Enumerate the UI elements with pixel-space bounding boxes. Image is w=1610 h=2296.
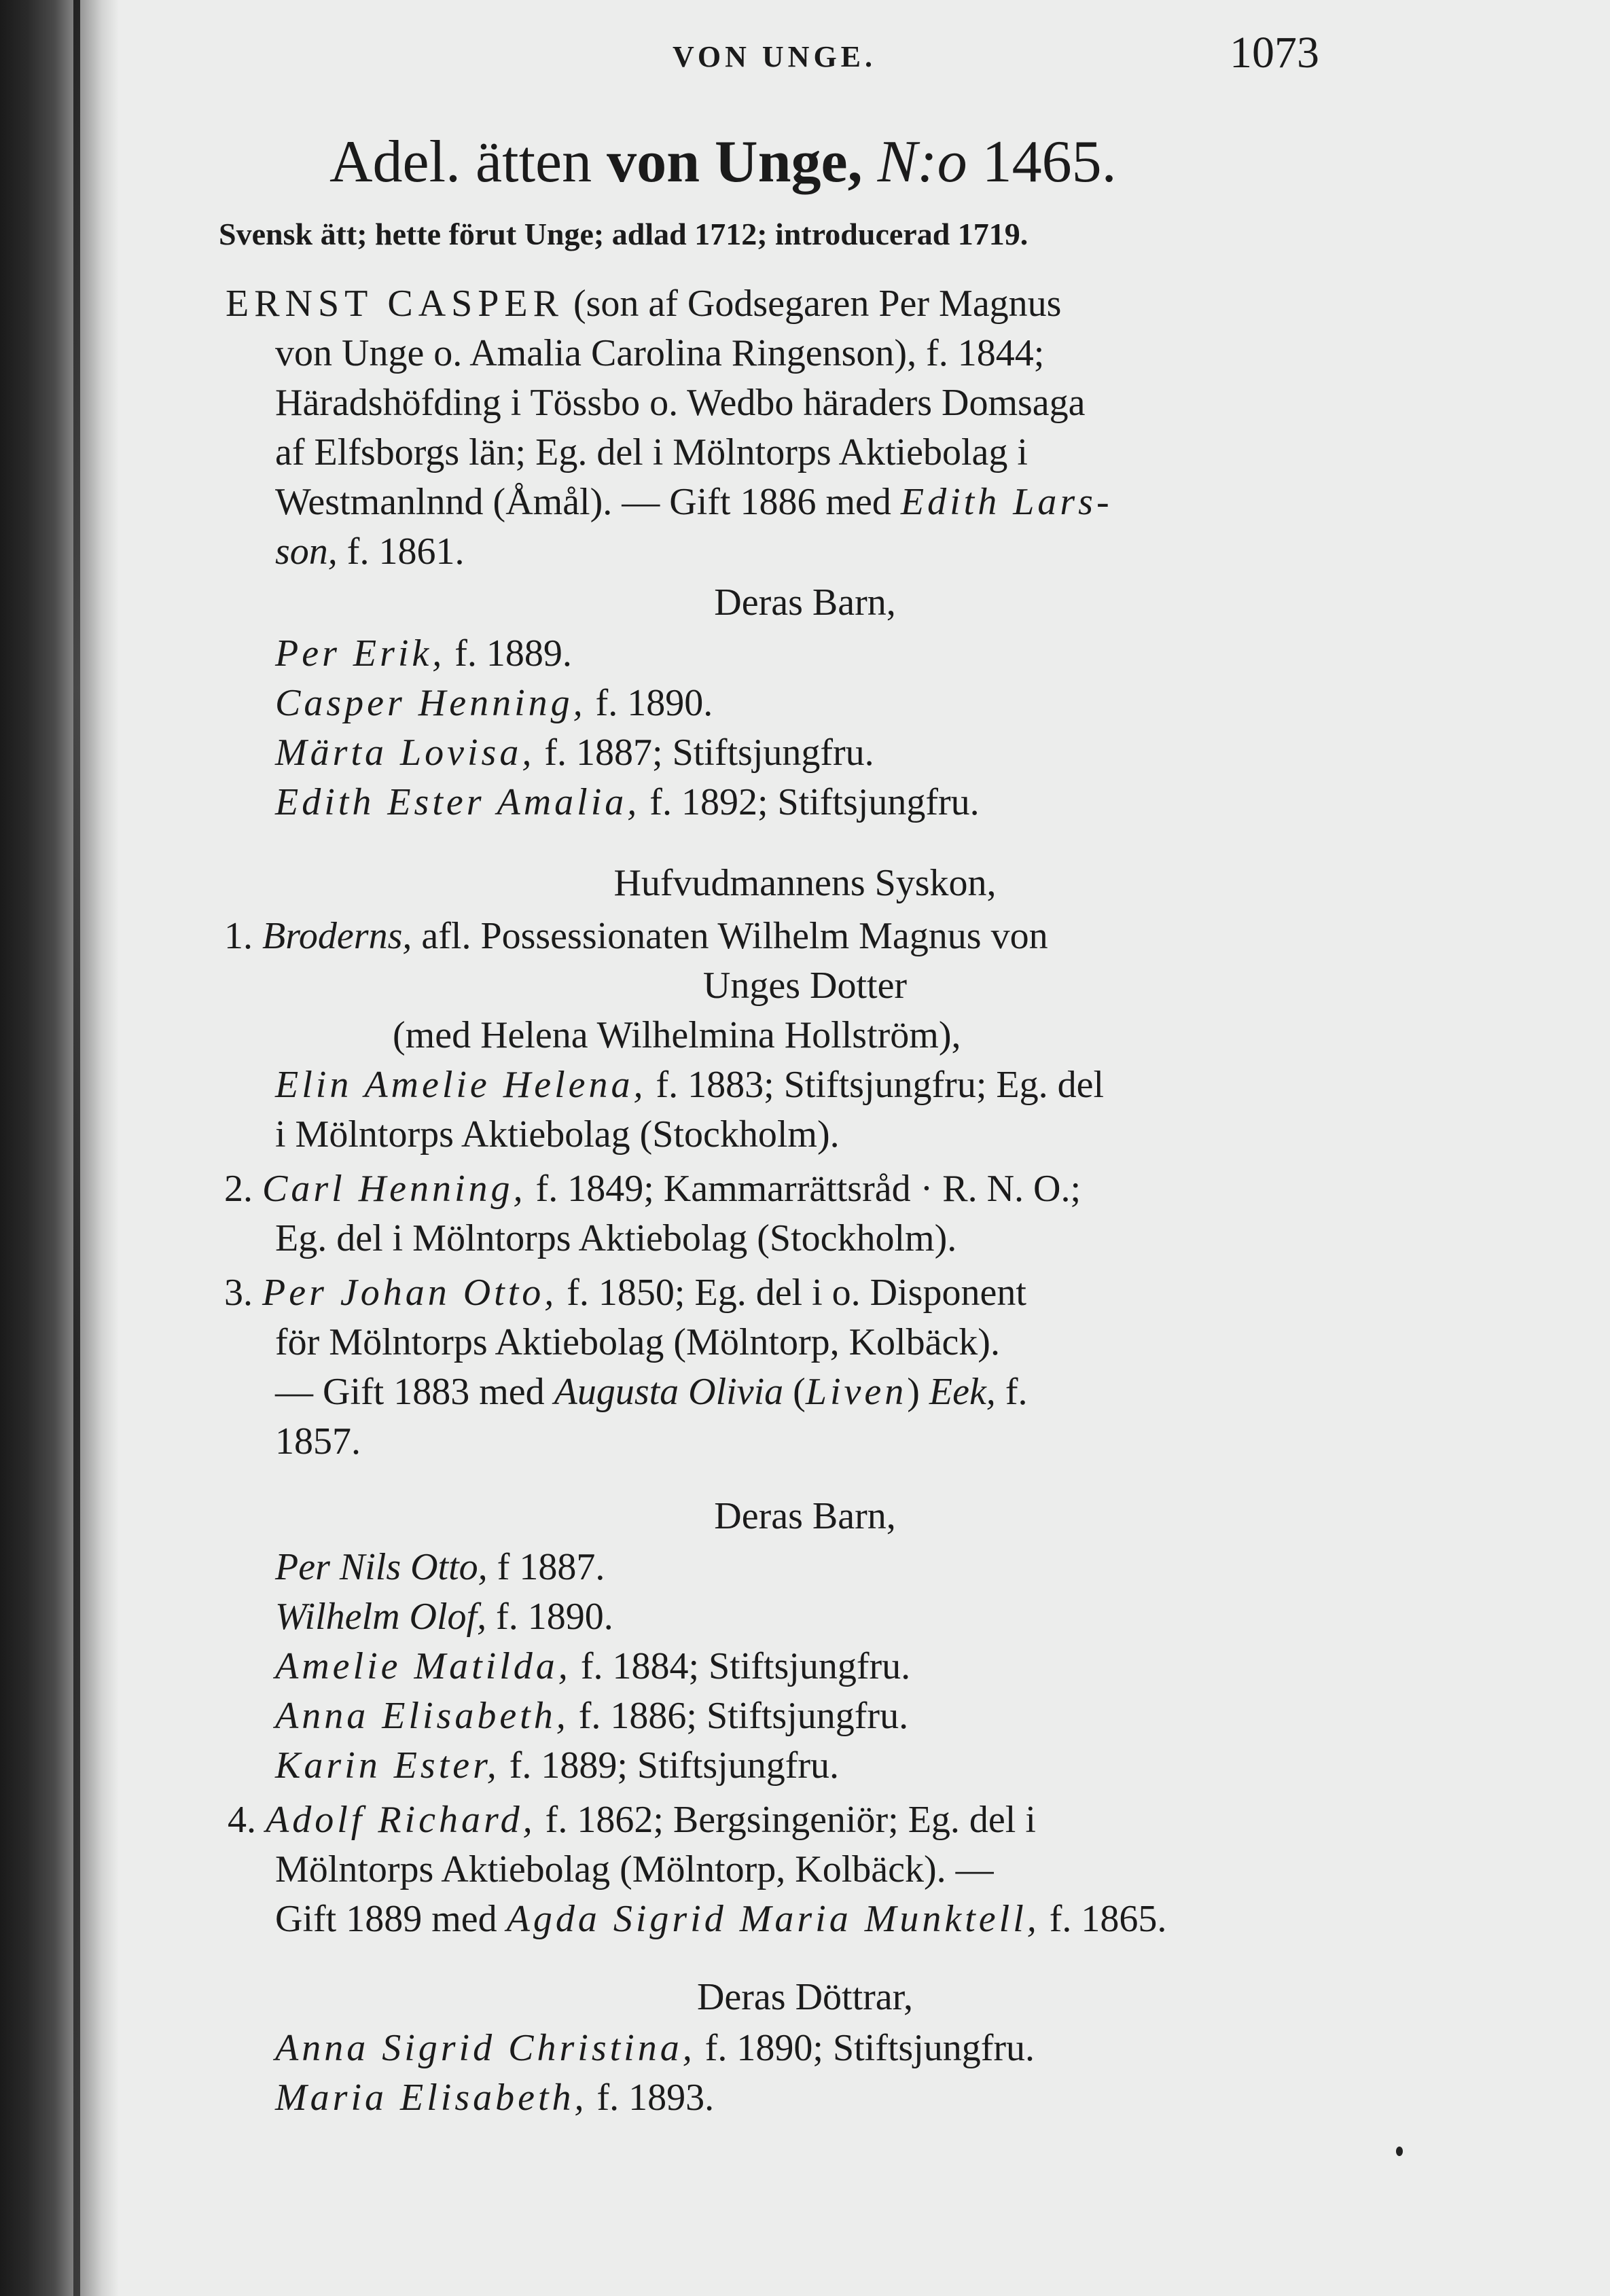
sibling-number: 4. bbox=[228, 1799, 256, 1841]
sibling-label: Broderns, bbox=[262, 915, 412, 957]
child-name: Maria Elisabeth, bbox=[275, 2077, 588, 2119]
list-item bbox=[275, 2076, 714, 2119]
list-item bbox=[275, 1645, 910, 1688]
head-line-1 bbox=[226, 282, 1061, 325]
head-line-5 bbox=[275, 480, 1113, 524]
sibling-4-children-heading: Deras Döttrar, bbox=[696, 1976, 914, 2018]
title-number-label: N:o bbox=[877, 129, 967, 195]
head-line-3: Häradshöfding i Tössbo o. Wedbo häraders Domsaga bbox=[275, 382, 1086, 424]
sibling-number: 2. bbox=[224, 1168, 253, 1210]
running-title: VON UNGE. bbox=[673, 40, 877, 73]
head-wife-name: Edith Lars- bbox=[900, 481, 1113, 523]
child-details: f. 1889; Stiftsjungfru. bbox=[509, 1744, 840, 1787]
child-name: Wilhelm Olof, bbox=[275, 1596, 487, 1638]
title-number: 1465. bbox=[982, 129, 1117, 195]
head-line-5-text: Westmanlnnd (Åmål). — Gift 1886 med bbox=[275, 481, 891, 523]
sibling-4-line-1-rest: f. 1862; Bergsingeniör; Eg. del i bbox=[545, 1799, 1036, 1841]
sibling-1-line-1 bbox=[224, 914, 1048, 958]
sibling-3-wife-name: Augusta Olivia bbox=[554, 1371, 784, 1413]
title-family-name: von Unge, bbox=[607, 129, 863, 195]
child-name: Edith Ester Amalia, bbox=[275, 781, 641, 823]
head-line-2: von Unge o. Amalia Carolina Ringenson), f. 1844; bbox=[275, 332, 1045, 374]
sibling-1-line-1-rest: afl. Possessionaten Wilhelm Magnus von bbox=[421, 915, 1048, 957]
head-name: ERNST CASPER bbox=[226, 283, 564, 325]
child-details: f. 1890. bbox=[595, 682, 713, 724]
child-name: Elin Amelie Helena, bbox=[275, 1064, 647, 1106]
title-prefix: Adel. ätten bbox=[329, 129, 592, 195]
child-name: Per Erik, bbox=[275, 632, 446, 675]
list-item bbox=[275, 1744, 839, 1787]
sibling-name: Per Johan Otto, bbox=[262, 1272, 558, 1314]
sibling-3-line-1 bbox=[224, 1271, 1026, 1314]
ink-speck bbox=[1396, 2147, 1403, 2156]
sibling-4-line-2: Mölntorps Aktiebolag (Mölntorp, Kolbäck). — bbox=[275, 1848, 994, 1890]
head-wife-name-end: son, bbox=[275, 531, 338, 573]
sibling-4-line-3 bbox=[275, 1897, 1166, 1941]
child-name: Amelie Matilda, bbox=[275, 1645, 571, 1687]
sibling-3-line-4: 1857. bbox=[275, 1420, 361, 1463]
siblings-heading: Hufvudmannens Syskon, bbox=[613, 862, 997, 904]
sibling-1-line-3: (med Helena Wilhelmina Hollström), bbox=[393, 1014, 961, 1056]
child-name: Per Nils Otto, bbox=[275, 1546, 488, 1588]
sibling-4-wife-name: Agda Sigrid Maria Munktell, bbox=[506, 1898, 1040, 1940]
sibling-3-line-1-rest: f. 1850; Eg. del i o. Disponent bbox=[567, 1272, 1026, 1314]
child-name: Anna Sigrid Christina, bbox=[275, 2027, 696, 2069]
sibling-2-line-1 bbox=[224, 1167, 1081, 1210]
child-name: Karin Ester, bbox=[275, 1744, 500, 1787]
child-name: Märta Lovisa, bbox=[275, 732, 535, 774]
sibling-3-children-heading: Deras Barn, bbox=[714, 1495, 896, 1537]
sibling-3-line-2: för Mölntorps Aktiebolag (Mölntorp, Kolbäck). bbox=[275, 1321, 1000, 1363]
sibling-3-marriage-text: — Gift 1883 med bbox=[275, 1371, 545, 1413]
child-details: f. 1886; Stiftsjungfru. bbox=[578, 1695, 909, 1737]
child-name: Anna Elisabeth, bbox=[275, 1695, 569, 1737]
sibling-4-marriage-text: Gift 1889 med bbox=[275, 1898, 497, 1940]
list-item bbox=[275, 1694, 908, 1738]
list-item bbox=[275, 1595, 613, 1638]
sibling-3-wife-alias: Liven bbox=[805, 1371, 908, 1413]
child-details: f. 1887; Stiftsjungfru. bbox=[544, 732, 874, 774]
head-line-1-rest: (son af Godsegaren Per Magnus bbox=[573, 283, 1062, 325]
list-item bbox=[275, 781, 980, 824]
sibling-2-line-1-rest: f. 1849; Kammarrättsråd · R. N. O.; bbox=[535, 1168, 1081, 1210]
sibling-1-line-5: i Mölntorps Aktiebolag (Stockholm). bbox=[275, 1113, 840, 1155]
children-heading: Deras Barn, bbox=[714, 581, 896, 624]
head-line-4: af Elfsborgs län; Eg. del i Mölntorps Aktiebolag i bbox=[275, 431, 1028, 473]
child-details: f. 1890; Stiftsjungfru. bbox=[704, 2027, 1035, 2069]
sibling-3-wife-surname: Eek, bbox=[929, 1371, 996, 1413]
child-details: f. 1893. bbox=[596, 2077, 715, 2119]
child-details: f. 1883; Stiftsjungfru; Eg. del bbox=[656, 1064, 1105, 1106]
list-item bbox=[275, 731, 874, 774]
head-line-6 bbox=[275, 530, 464, 573]
list-item bbox=[275, 2026, 1035, 2070]
child-details: f. 1884; Stiftsjungfru. bbox=[580, 1645, 911, 1687]
paren-open: ( bbox=[793, 1371, 806, 1413]
head-wife-birth: f. 1861. bbox=[346, 531, 465, 573]
sibling-3-line-3 bbox=[275, 1370, 1027, 1414]
family-subtitle: Svensk ätt; hette förut Unge; adlad 1712; introducerad 1719. bbox=[219, 217, 1028, 251]
child-details: f. 1889. bbox=[454, 632, 572, 675]
sibling-number: 3. bbox=[224, 1272, 253, 1314]
child-details: f. 1892; Stiftsjungfru. bbox=[649, 781, 980, 823]
page-number: 1073 bbox=[1230, 28, 1319, 77]
sibling-3-wife-born: f. bbox=[1005, 1371, 1028, 1413]
sibling-1-line-2: Unges Dotter bbox=[702, 965, 908, 1007]
child-name: Casper Henning, bbox=[275, 682, 586, 724]
sibling-name: Carl Henning, bbox=[262, 1168, 526, 1210]
sibling-name: Adolf Richard, bbox=[266, 1799, 536, 1841]
sibling-2-line-2: Eg. del i Mölntorps Aktiebolag (Stockholm). bbox=[275, 1217, 957, 1259]
page-title bbox=[329, 128, 1117, 196]
paren-close: ) bbox=[907, 1371, 920, 1413]
sibling-number: 1. bbox=[224, 915, 253, 957]
child-details: f 1887. bbox=[497, 1546, 605, 1588]
child-details: f. 1890. bbox=[496, 1596, 613, 1638]
sibling-4-wife-birth: f. 1865. bbox=[1049, 1898, 1167, 1940]
sibling-4-line-1 bbox=[228, 1798, 1036, 1842]
list-item bbox=[275, 681, 713, 725]
list-item bbox=[275, 632, 572, 675]
list-item bbox=[275, 1545, 605, 1589]
sibling-1-line-4 bbox=[275, 1063, 1104, 1107]
